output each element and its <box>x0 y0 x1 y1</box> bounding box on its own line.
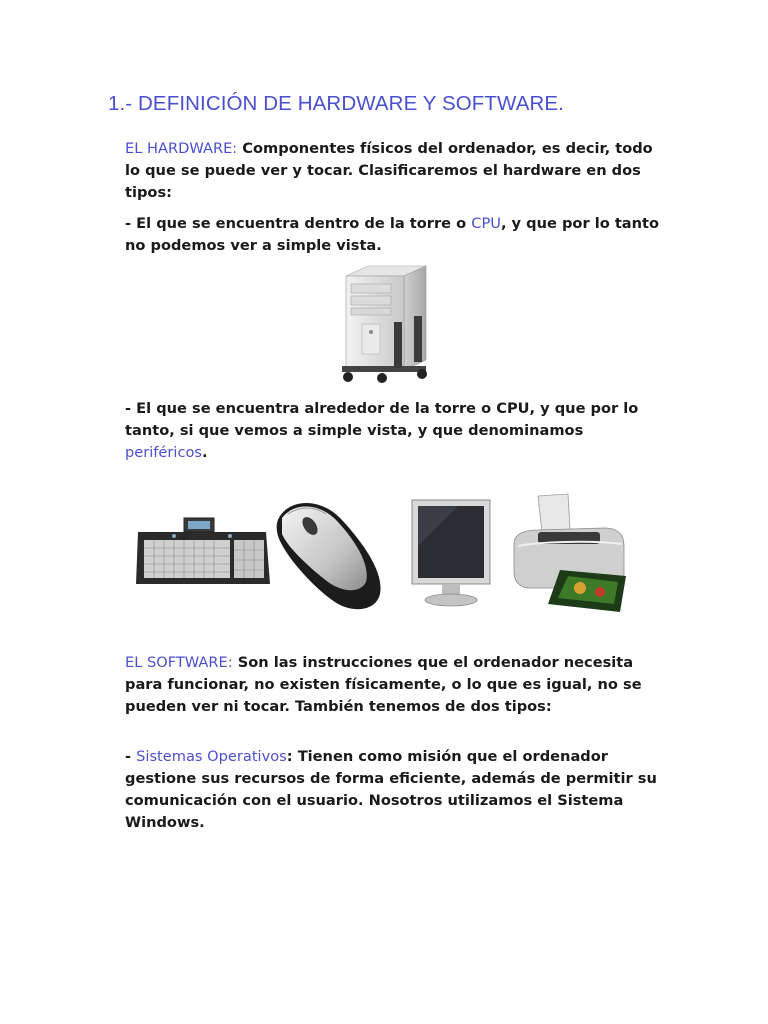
keyboard-image <box>134 510 272 590</box>
hardware-item-internal-text-end: , y que por lo tanto no podemos ver a simple vista. <box>125 215 660 254</box>
hardware-definition <box>125 138 665 204</box>
hardware-item-internal-text: - El que se encuentra dentro de la torre o <box>125 215 472 232</box>
software-item-os-dash: - <box>125 748 137 765</box>
software-item-os <box>125 746 665 834</box>
computer-tower-image <box>338 262 430 386</box>
page-title: 1.- DEFINICIÓN DE HARDWARE Y SOFTWARE. <box>108 92 564 115</box>
hardware-label: EL HARDWARE: <box>125 140 238 157</box>
monitor-image <box>408 496 494 610</box>
hardware-item-peripherals <box>125 398 665 464</box>
hardware-item-peripherals-text-end: . <box>202 444 208 461</box>
printer-image <box>508 490 634 616</box>
perifericos-link[interactable]: periféricos <box>125 444 203 461</box>
hardware-item-internal <box>125 213 665 257</box>
hardware-text: Componentes físicos del ordenador, es decir, todo lo que se puede ver y tocar. Clasificaremos el hardware en dos tipos: <box>125 140 653 201</box>
software-item-os-text: : Tienen como misión que el ordenador gestione sus recursos de forma eficiente, además de permitir su comunicación con el usuario. Nosotros utilizamos el Sistema Windows. <box>125 748 657 831</box>
mouse-image <box>270 496 386 614</box>
hardware-item-peripherals-text: - El que se encuentra alrededor de la torre o CPU, y que por lo tanto, si que vemos a simple vista, y que denominamos <box>125 400 639 439</box>
software-text: Son las instrucciones que el ordenador necesita para funcionar, no existen físicamente, o lo que es igual, no se pueden ver ni tocar. También tenemos de dos tipos: <box>125 654 642 715</box>
software-definition <box>125 652 665 718</box>
sistemas-operativos-link[interactable]: Sistemas Operativos <box>136 748 287 765</box>
software-label: EL SOFTWARE: <box>125 654 233 671</box>
cpu-link[interactable]: CPU <box>471 215 501 232</box>
